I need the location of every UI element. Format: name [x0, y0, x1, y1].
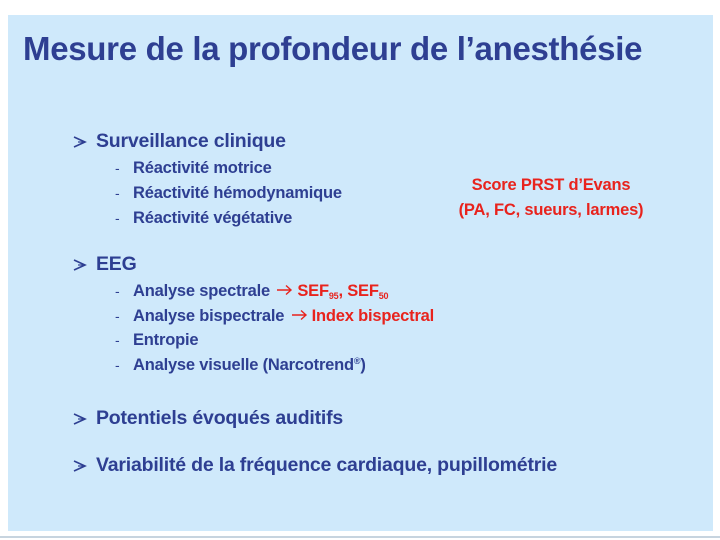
right-arrow-icon [276, 284, 294, 296]
side-note-evans-score [438, 173, 664, 223]
list-item-analyse-bispectrale: - Analyse bispectrale Index bispectral [115, 307, 435, 325]
list-item: - Réactivité motrice [115, 159, 272, 177]
section-label: EEG [96, 253, 137, 275]
section-label: Variabilité de la fréquence cardiaque, pupillométrie [96, 454, 557, 476]
arrow-bullet-icon [72, 258, 90, 272]
section-label: Potentiels évoqués auditifs [96, 407, 344, 429]
section-variabilite [72, 454, 557, 477]
arrow-bullet-icon [72, 459, 90, 473]
list-item: - Réactivité hémodynamique [115, 184, 342, 202]
list-item-analyse-visuelle: - Analyse visuelle (Narcotrend®) [115, 356, 366, 374]
list-item-analyse-spectrale: - Analyse spectrale $SEF_{95}$, $SEF_{50}$ [115, 282, 389, 301]
bottom-divider [0, 536, 720, 538]
section-surveillance-clinique [72, 130, 286, 153]
slide-title: Mesure de la profondeur de l’anesthésie [23, 30, 643, 67]
arrow-bullet-icon [72, 135, 90, 149]
list-item: - Réactivité végétative [115, 209, 293, 227]
side-note-line-2: (PA, FC, sueurs, larmes) [458, 201, 644, 219]
arrow-bullet-icon [72, 412, 90, 426]
section-label: Surveillance clinique [96, 130, 286, 152]
section-eeg [72, 253, 137, 276]
list-item-entropie: - Entropie [115, 331, 199, 349]
section-potentiels-evoques [72, 407, 343, 430]
side-note-line-1: Score PRST d’Evans [471, 176, 631, 194]
right-arrow-icon [291, 309, 309, 321]
